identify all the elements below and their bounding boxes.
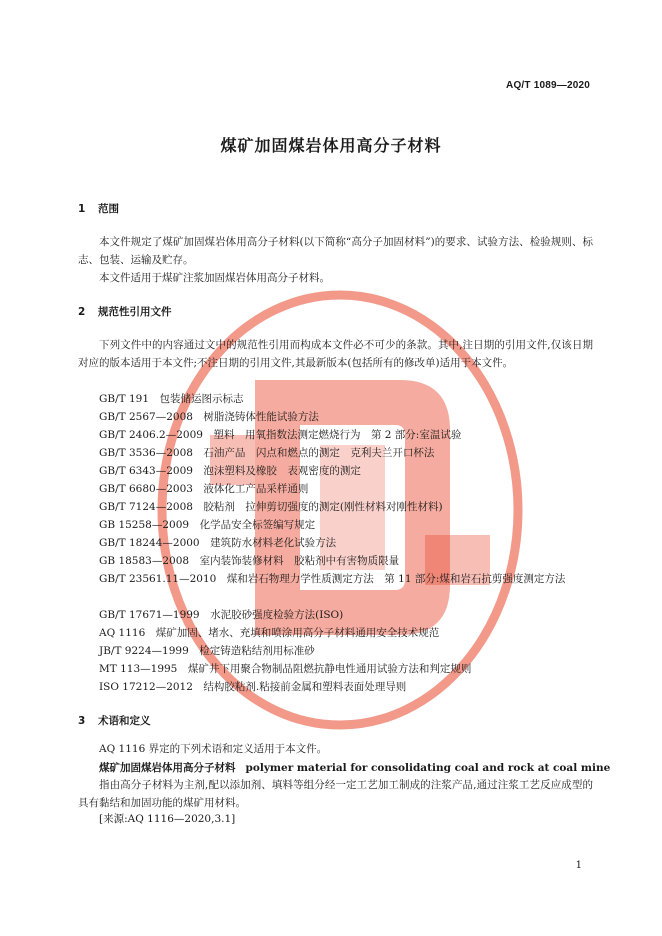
term-chinese: 煤矿加固煤岩体用高分子材料 bbox=[99, 762, 236, 774]
reference-item: MT 113—1995 煤矿井下用聚合物制品阻燃抗静电性通用试验方法和判定规则 bbox=[99, 663, 472, 675]
reference-item: JB/T 9224—1999 检定铸造粘结剂用标准砂 bbox=[99, 645, 315, 657]
section-title: 术语和定义 bbox=[98, 715, 151, 727]
reference-item: GB/T 6343—2009 泡沫塑料及橡胶 表观密度的测定 bbox=[99, 465, 361, 477]
reference-item: GB/T 6680—2003 液体化工产品采样通则 bbox=[99, 483, 309, 495]
reference-item: GB/T 23561.11—2010 煤和岩石物理力学性质测定方法 第 11 部分:煤和岩石抗剪强度测定方法 bbox=[99, 573, 566, 585]
reference-item: GB 15258—2009 化学品安全标签编写规定 bbox=[99, 519, 316, 531]
section-heading-scope bbox=[78, 201, 119, 216]
reference-item: GB/T 191 包装储运图示标志 bbox=[99, 393, 244, 405]
references-intro: 下列文件中的内容通过文中的规范性引用而构成本文件必不可少的条款。其中,注日期的引用文件,仅该日期对应的版本适用于本文件;不注日期的引用文件,其最新版本(包括所有的修改单)适用于本文件。 bbox=[78, 339, 593, 369]
reference-item: AQ 1116 煤矿加固、堵水、充填和喷涂用高分子材料通用安全技术规范 bbox=[99, 627, 440, 639]
section-heading-terms bbox=[78, 713, 151, 728]
reference-item: GB/T 7124—2008 胶粘剂 拉伸剪切强度的测定(刚性材料对刚性材料) bbox=[99, 501, 443, 513]
document-title: 煤矿加固煤岩体用高分子材料 bbox=[220, 136, 442, 155]
term-english: polymer material for consolidating coal and rock at coal mine bbox=[245, 762, 611, 774]
section-title: 规范性引用文件 bbox=[98, 306, 172, 318]
reference-item: GB/T 3536—2008 石油产品 闪点和燃点的测定 克利夫兰开口杯法 bbox=[99, 447, 435, 459]
reference-item: GB/T 17671—1999 水泥胶砂强度检验方法(ISO) bbox=[99, 609, 344, 621]
terms-intro: AQ 1116 界定的下列术语和定义适用于本文件。 bbox=[99, 743, 328, 755]
section-title: 范围 bbox=[98, 203, 119, 215]
section-number: 1 bbox=[78, 203, 86, 215]
reference-item: GB/T 2406.2—2009 塑料 用氧指数法测定燃烧行为 第 2 部分:室温试验 bbox=[99, 429, 462, 441]
reference-item: GB/T 2567—2008 树脂浇铸体性能试验方法 bbox=[99, 411, 319, 423]
term-definition: 指由高分子材料为主剂,配以添加剂、填料等组分经一定工艺加工制成的注浆产品,通过注浆工艺反应成型的具有黏结和加固功能的煤矿用材料。 bbox=[78, 779, 593, 809]
scope-paragraph-2: 本文件适用于煤矿注浆加固煤岩体用高分子材料。 bbox=[99, 272, 330, 284]
term-source: [来源:AQ 1116—2020,3.1] bbox=[99, 813, 236, 825]
term-entry bbox=[99, 760, 610, 775]
reference-item: ISO 17212—2012 结构胶粘剂.粘接前金属和塑料表面处理导则 bbox=[99, 681, 407, 693]
section-heading-normative-references bbox=[78, 304, 172, 319]
reference-item: GB 18583—2008 室内装饰装修材料 胶粘剂中有害物质限量 bbox=[99, 555, 400, 567]
page-number: 1 bbox=[575, 860, 582, 871]
document-code: AQ/T 1089—2020 bbox=[506, 80, 590, 91]
section-number: 2 bbox=[78, 306, 86, 318]
scope-paragraph-1: 本文件规定了煤矿加固煤岩体用高分子材料(以下简称“高分子加固材料”)的要求、试验方法、检验规则、标志、包装、运输及贮存。 bbox=[78, 236, 593, 266]
reference-item: GB/T 18244—2000 建筑防水材料老化试验方法 bbox=[99, 537, 337, 549]
section-number: 3 bbox=[78, 715, 86, 727]
